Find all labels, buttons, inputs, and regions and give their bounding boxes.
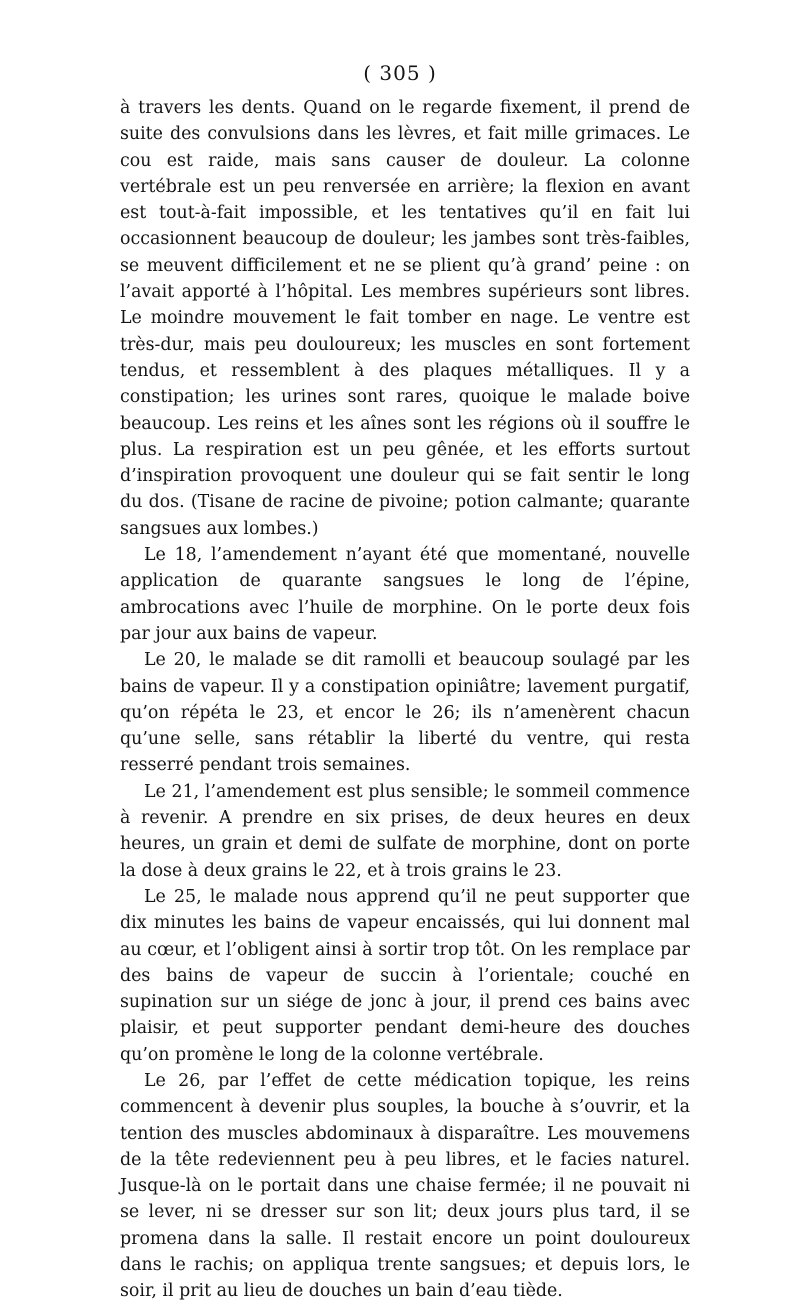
paragraph-continuation: à travers les dents. Quand on le regarde fixement, il prend de suite des convulsions dans les lèvres, et fait mille grimaces. Le cou est raide, mais sans causer de douleur. La colonne vertébrale est un peu renversée en arrière; la flexion en avant est tout-à-fait impossible, et les tentatives qu’il en fait lui occasionnent beaucoup de douleur; les jambes sont très-faibles, se meuvent difficilement et ne se plient qu’à grand’ peine : on l’avait apporté à l’hôpital. Les membres supérieurs sont libres. Le moindre mouvement le fait tomber en nage. Le ventre est très-dur, mais peu douloureux; les muscles en sont fortement tendus, et ressemblent à des plaques métalliques. Il y a constipation; les urines sont rares, quoique le malade boive beaucoup. Les reins et les aînes sont les régions où il souffre le plus. La respiration est un peu gênée, et les efforts surtout d’inspiration provoquent une douleur qui se fait sentir le long du dos. (Tisane de racine de pivoine; potion calmante; quarante sangsues aux lombes.) xyxy=(120,98,690,539)
paragraph-day-26: Le 26, par l’effet de cette médication topique, les reins commencent à devenir plus souples, la bouche à s’ouvrir, et la tention des muscles abdominaux à disparaître. Les mouvemens de la tête redeviennent peu à peu libres, et le facies naturel. Jusque-là on le portait dans une chaise fermée; il ne pouvait ni se lever, ni se dresser sur son lit; deux jours plus tard, il se promena dans la salle. Il restait encore un point douloureux dans le rachis; on appliqua trente sangsues; et depuis lors, le soir, il prit au lieu de douches un bain d’eau tiède. xyxy=(120,1070,690,1302)
paragraph-day-21: Le 21, l’amendement est plus sensible; le sommeil commence à revenir. A prendre en six prises, de deux heures en deux heures, un grain et demi de sulfate de morphine, dont on porte la dose à deux grains le 22, et à trois grains le 23. xyxy=(120,781,690,881)
paragraph-day-18: Le 18, l’amendement n’ayant été que momentané, nouvelle application de quarante sangsues le long de l’épine, ambrocations avec l’huile de morphine. On le porte deux fois par jour aux bains de vapeur. xyxy=(120,545,690,644)
body-text xyxy=(120,95,690,1305)
paragraph-day-25: Le 25, le malade nous apprend qu’il ne peut supporter que dix minutes les bains de vapeur encaissés, qui lui donnent mal au cœur, et l’obligent ainsi à sortir trop tôt. On les remplace par des bains de vapeur de succin à l’orientale; couché en supination sur un siége de jonc à jour, il prend ces bains avec plaisir, et peut supporter pendant demi-heure des douches qu’on promène le long de la colonne vertébrale. xyxy=(120,886,690,1065)
page-number: ( 305 ) xyxy=(363,61,437,85)
paragraph-day-20: Le 20, le malade se dit ramolli et beaucoup soulagé par les bains de vapeur. Il y a constipation opiniâtre; lavement purgatif, qu’on répéta le 23, et encor le 26; ils n’amenèrent chacun qu’une selle, sans rétablir la liberté du ventre, qui resta resserré pendant trois semaines. xyxy=(120,650,690,776)
